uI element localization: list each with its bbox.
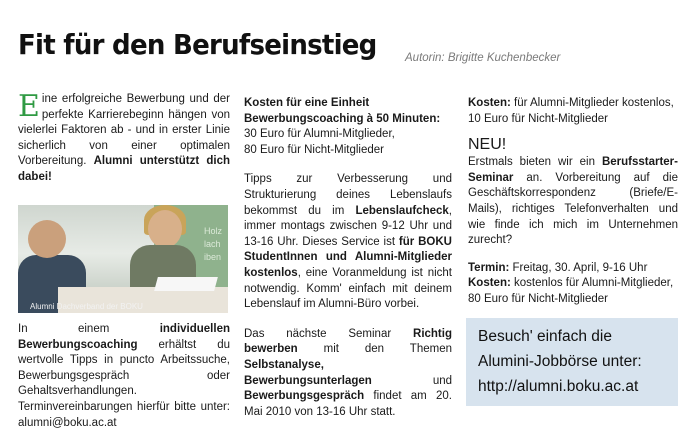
kosten-line-1: für Alumni-Mitglieder kostenlos, xyxy=(514,97,674,109)
intro-bold: Alumni unterstützt dich dabei! xyxy=(18,155,230,183)
infobox-line-2: Alumini-Jobbörse unter: xyxy=(478,353,642,370)
seminar-bold-3: Bewerbungsgespräch xyxy=(244,390,365,403)
infobox-link[interactable]: http://alumni.boku.ac.at xyxy=(478,378,639,395)
termin-value: Freitag, 30. April, 9-16 Uhr xyxy=(512,261,648,274)
dropcap: E xyxy=(18,89,40,124)
coaching-text-b: erhältst du wertvolle Tipps in puncto Arbeitssuche, Bewerbungsgespräch oder Gehaltsverhandlungen. Terminvereinbarungen hierfür bitte unter: alumni@boku.ac.at xyxy=(18,338,230,429)
column-1-coaching xyxy=(18,322,230,431)
kosten2-line-1: kostenlos für Alumni-Mitglieder, xyxy=(514,277,674,290)
cost-line-1: 30 Euro für Alumni-Mitglieder, xyxy=(244,128,395,141)
cost-heading: Kosten für eine Einheit Bewerbungscoaching à 50 Minuten: xyxy=(244,97,441,125)
intro-text: ine erfolgreiche Bewerbung und der perfekte Karrierebeginn hängen von vielerlei Faktoren ab - und in erster Linie sicherlich von einer optimalen Vorbereitung. xyxy=(18,93,230,168)
termin-label: Termin: xyxy=(468,261,510,274)
coaching-photo: Holz lach iben Alumni Dachverband der BOKU xyxy=(18,205,228,313)
coaching-text-a: In einem xyxy=(18,323,110,335)
neu-paragraph xyxy=(468,155,678,249)
infobox-line-1: Besuch' einfach die xyxy=(478,328,612,345)
column-2 xyxy=(244,96,452,420)
neu-text-b: an. Vorbereitung auf die Geschäftskorrespondenz (Briefe/E-Mails), richtiges Telefonverhalten und wie finde ich mich im Unternehmen zurecht? xyxy=(468,171,678,247)
seminar-paragraph xyxy=(244,327,452,421)
neu-text-a: Erstmals bieten wir ein xyxy=(468,156,595,169)
column-1-intro xyxy=(18,89,230,186)
lebenslauf-paragraph xyxy=(244,172,452,312)
coaching-bold: individuellen Bewerbungscoaching xyxy=(18,323,230,351)
photo-caption: Alumni Dachverband der BOKU xyxy=(30,302,143,311)
tips-text-b: , immer montags zwischen 9-12 Uhr und 13-16 Uhr. Dieses Service ist xyxy=(244,204,452,248)
jobboerse-infobox xyxy=(466,318,678,406)
kosten2-line-2: 80 Euro für Nicht-Mitglieder xyxy=(468,292,608,305)
tips-bold-2: für BOKU StudentInnen und Alumni-Mitglieder kostenlos xyxy=(244,235,452,279)
seminar-text-b: mit den Themen xyxy=(323,343,452,356)
seminar-text-a: Das nächste Seminar xyxy=(244,327,392,340)
kosten2-label: Kosten: xyxy=(468,277,511,290)
tips-text-c: , eine Voranmeldung ist nicht notwendig. Komm' einfach mit deinem Lebenslauf im Alumni-Büro vorbei. xyxy=(244,266,452,311)
kosten-line-2: 10 Euro für Nicht-Mitglieder xyxy=(468,112,608,125)
tips-text-a: Tipps zur Verbesserung und Strukturierung deines Lebenslaufs bekommst du im xyxy=(244,173,452,217)
seminar-bold-2: Selbstanalyse, Bewerbungsunterlagen xyxy=(244,358,372,387)
cost-line-2: 80 Euro für Nicht-Mitglieder xyxy=(244,143,384,156)
neu-heading: NEU! xyxy=(468,136,507,154)
neu-bold: Berufsstarter-Seminar xyxy=(468,156,678,184)
column-3 xyxy=(468,96,678,308)
author-byline: Autorin: Brigitte Kuchenbecker xyxy=(405,52,561,64)
seminar-bold-1: Richtig bewerben xyxy=(244,327,452,356)
kosten-label: Kosten: xyxy=(468,97,511,109)
tips-bold-1: Lebenslaufcheck xyxy=(355,204,449,217)
page-title: Fit für den Berufseinstieg xyxy=(18,28,377,61)
seminar-text-c: und xyxy=(432,374,452,387)
seminar-text-d: findet am 20. Mai 2010 von 13-16 Uhr statt. xyxy=(244,390,452,418)
